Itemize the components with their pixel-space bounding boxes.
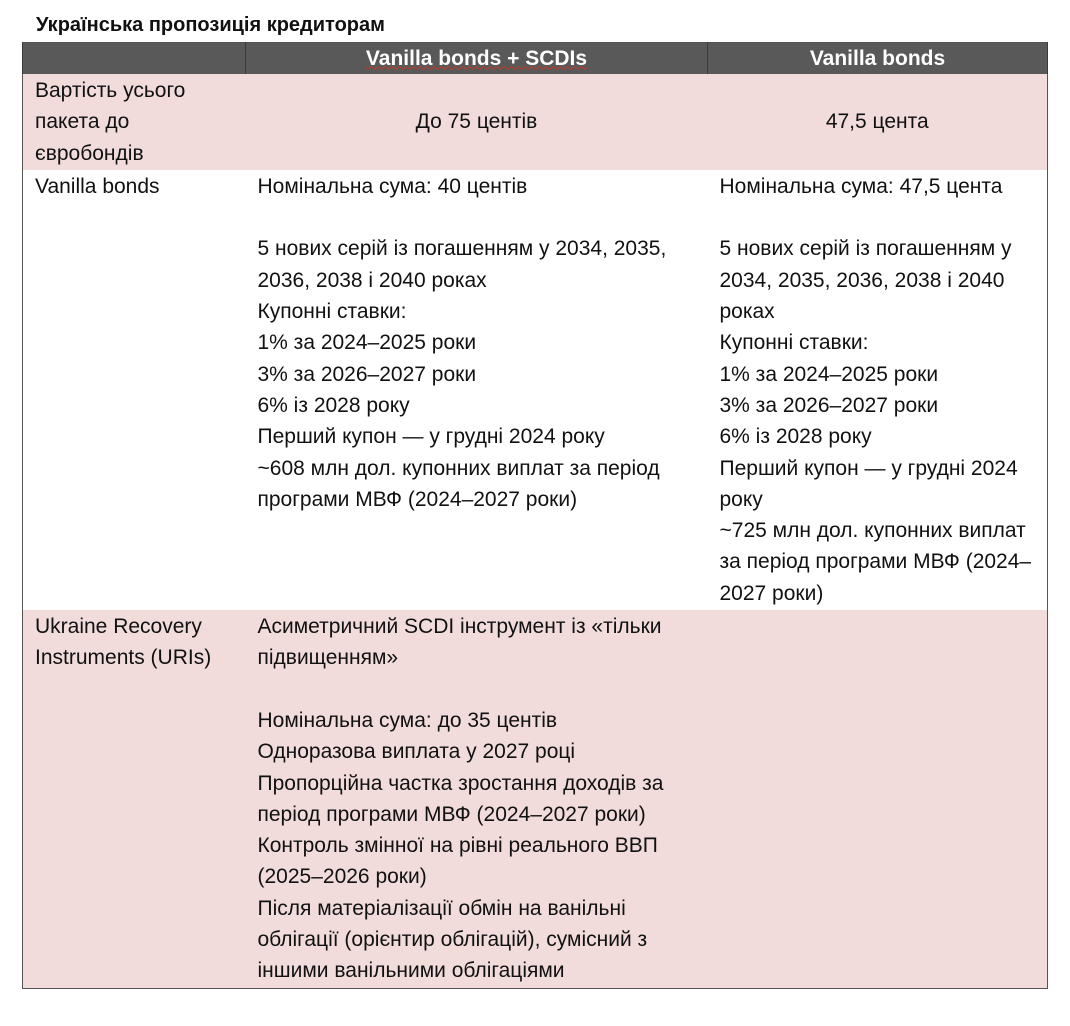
header-vanilla-scdi xyxy=(246,43,708,75)
scdi-coupon-header: Купонні ставки: xyxy=(257,300,407,324)
header-vanilla-scdi-label: Vanilla bonds + SCDIs xyxy=(365,46,588,70)
offer-table xyxy=(22,42,1048,989)
vanilla-first-coupon: Перший купон — у грудні 2024 року xyxy=(719,456,1018,511)
scdi-coupon-1: 1% за 2024–2025 роки xyxy=(257,331,477,355)
table-row-uri xyxy=(23,610,1048,988)
value-scdi-cell: До 75 центів xyxy=(246,74,708,170)
spacer xyxy=(720,202,1036,233)
uri-exchange: Після матеріалізації обмін на ванільні облігації (орієнтир облігацій), сумісний з іншими ванільними облігаціями xyxy=(257,896,648,983)
vanilla-bonds-vanilla-cell xyxy=(708,170,1048,610)
uri-scdi-cell xyxy=(246,610,708,988)
document-title: Українська пропозиція кредиторам xyxy=(36,14,385,36)
uri-nominal: Номінальна сума: до 35 центів xyxy=(257,708,558,732)
vanilla-coupon-header: Купонні ставки: xyxy=(719,331,869,355)
vanilla-coupon-1: 1% за 2024–2025 роки xyxy=(719,362,939,386)
table-row-vanilla-bonds xyxy=(23,170,1048,610)
vanilla-payments: ~725 млн дол. купонних виплат за період програми МВФ (2024–2027 роки) xyxy=(719,519,1032,605)
uri-payment: Одноразова виплата у 2027 році xyxy=(257,740,576,764)
uri-intro: Асиметричний SCDI інструмент із «тільки підвищенням» xyxy=(257,615,662,670)
header-vanilla: Vanilla bonds xyxy=(708,43,1048,75)
row-label-vanilla-bonds: Vanilla bonds xyxy=(23,170,246,610)
uri-share: Пропорційна частка зростання доходів за період програми МВФ (2024–2027 роки) xyxy=(257,771,664,826)
scdi-nominal: Номінальна сума: 40 центів xyxy=(257,174,528,198)
scdi-coupon-2: 3% за 2026–2027 роки xyxy=(257,362,477,386)
uri-control: Контроль змінної на рівні реального ВВП (2025–2026 роки) xyxy=(257,834,658,889)
vanilla-nominal: Номінальна сума: 47,5 цента xyxy=(719,174,1003,198)
vanilla-series: 5 нових серій із погашенням у 2034, 2035, 2036, 2038 і 2040 роках xyxy=(719,237,1012,324)
row-label-uri: Ukraine Recovery Instruments (URIs) xyxy=(23,610,246,988)
table-row-value xyxy=(23,74,1048,170)
scdi-payments: ~608 млн дол. купонних виплат за період програми МВФ (2024–2027 роки) xyxy=(257,456,660,511)
vanilla-coupon-3: 6% із 2028 року xyxy=(719,425,872,449)
scdi-coupon-3: 6% із 2028 року xyxy=(257,393,410,417)
vanilla-coupon-2: 3% за 2026–2027 роки xyxy=(719,393,939,417)
row-label-value: Вартість усього пакета до євробондів xyxy=(23,74,246,170)
table-header-row xyxy=(23,43,1048,75)
uri-vanilla-cell xyxy=(708,610,1048,988)
vanilla-bonds-scdi-cell xyxy=(246,170,708,610)
value-vanilla-cell: 47,5 цента xyxy=(708,74,1048,170)
header-empty-cell xyxy=(23,43,246,75)
spacer xyxy=(258,674,696,705)
scdi-series: 5 нових серій із погашенням у 2034, 2035, 2036, 2038 і 2040 роках xyxy=(257,237,667,292)
scdi-first-coupon: Перший купон — у грудні 2024 року xyxy=(257,425,605,449)
spacer xyxy=(258,202,696,233)
